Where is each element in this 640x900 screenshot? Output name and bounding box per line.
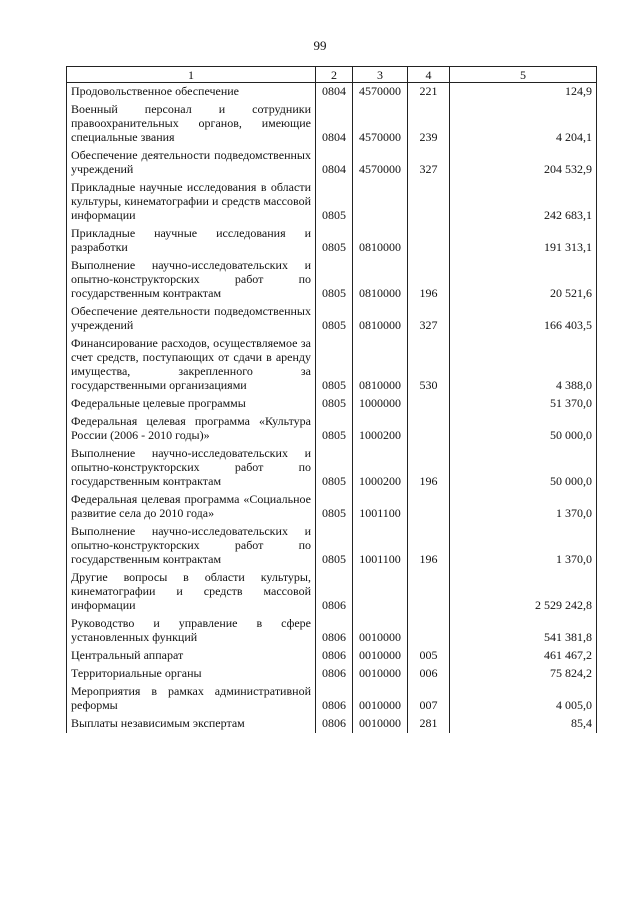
article-code: 1001100 <box>353 491 408 523</box>
amount-value: 242 683,1 <box>450 179 597 225</box>
table-row <box>67 225 597 257</box>
section-code: 0804 <box>316 83 353 102</box>
section-code: 0805 <box>316 257 353 303</box>
expense-kind-code <box>408 491 450 523</box>
section-code: 0804 <box>316 101 353 147</box>
article-code: 0810000 <box>353 225 408 257</box>
article-code: 1001100 <box>353 523 408 569</box>
article-code: 1000000 <box>353 395 408 413</box>
amount-value: 1 370,0 <box>450 491 597 523</box>
expense-kind-code <box>408 395 450 413</box>
table-row <box>67 569 597 615</box>
row-name: Выплаты независимым экспертам <box>67 715 316 733</box>
table-body <box>67 83 597 734</box>
table-row <box>67 647 597 665</box>
row-name: Федеральная целевая программа «Культура России (2006 - 2010 годы)» <box>67 413 316 445</box>
table-row <box>67 445 597 491</box>
amount-value: 124,9 <box>450 83 597 102</box>
budget-table <box>66 66 597 733</box>
amount-value: 50 000,0 <box>450 445 597 491</box>
header-row <box>67 67 597 83</box>
section-code: 0806 <box>316 615 353 647</box>
section-code: 0805 <box>316 179 353 225</box>
header-col-4: 4 <box>408 67 450 83</box>
expense-kind-code: 530 <box>408 335 450 395</box>
header-col-3: 3 <box>353 67 408 83</box>
header-col-2: 2 <box>316 67 353 83</box>
section-code: 0806 <box>316 683 353 715</box>
section-code: 0806 <box>316 569 353 615</box>
header-col-1: 1 <box>67 67 316 83</box>
section-code: 0806 <box>316 715 353 733</box>
amount-value: 51 370,0 <box>450 395 597 413</box>
section-code: 0805 <box>316 445 353 491</box>
amount-value: 2 529 242,8 <box>450 569 597 615</box>
amount-value: 541 381,8 <box>450 615 597 647</box>
row-name: Обеспечение деятельности подведомственных учреждений <box>67 147 316 179</box>
table-row <box>67 523 597 569</box>
article-code: 0010000 <box>353 683 408 715</box>
table-row <box>67 101 597 147</box>
table-row <box>67 147 597 179</box>
article-code: 1000200 <box>353 445 408 491</box>
row-name: Продовольственное обеспечение <box>67 83 316 102</box>
table-row <box>67 683 597 715</box>
amount-value: 191 313,1 <box>450 225 597 257</box>
expense-kind-code <box>408 569 450 615</box>
amount-value: 461 467,2 <box>450 647 597 665</box>
expense-kind-code: 196 <box>408 445 450 491</box>
table-row <box>67 335 597 395</box>
table-row <box>67 179 597 225</box>
row-name: Выполнение научно-исследовательских и опытно-конструкторских работ по государственным контрактам <box>67 523 316 569</box>
table-row <box>67 83 597 102</box>
article-code: 0810000 <box>353 303 408 335</box>
row-name: Руководство и управление в сфере установленных функций <box>67 615 316 647</box>
table-row <box>67 413 597 445</box>
row-name: Выполнение научно-исследовательских и опытно-конструкторских работ по государственным контрактам <box>67 445 316 491</box>
table-row <box>67 491 597 523</box>
expense-kind-code <box>408 179 450 225</box>
table-row <box>67 303 597 335</box>
expense-kind-code: 196 <box>408 523 450 569</box>
section-code: 0805 <box>316 225 353 257</box>
amount-value: 85,4 <box>450 715 597 733</box>
row-name: Обеспечение деятельности подведомственных учреждений <box>67 303 316 335</box>
article-code: 0010000 <box>353 615 408 647</box>
article-code <box>353 569 408 615</box>
expense-kind-code: 196 <box>408 257 450 303</box>
article-code <box>353 179 408 225</box>
article-code: 4570000 <box>353 147 408 179</box>
section-code: 0805 <box>316 395 353 413</box>
article-code: 0810000 <box>353 257 408 303</box>
amount-value: 204 532,9 <box>450 147 597 179</box>
section-code: 0805 <box>316 491 353 523</box>
article-code: 4570000 <box>353 101 408 147</box>
row-name: Выполнение научно-исследовательских и опытно-конструкторских работ по государственным контрактам <box>67 257 316 303</box>
expense-kind-code: 327 <box>408 303 450 335</box>
article-code: 1000200 <box>353 413 408 445</box>
amount-value: 50 000,0 <box>450 413 597 445</box>
row-name: Другие вопросы в области культуры, кинематографии и средств массовой информации <box>67 569 316 615</box>
amount-value: 4 005,0 <box>450 683 597 715</box>
section-code: 0806 <box>316 665 353 683</box>
expense-kind-code: 327 <box>408 147 450 179</box>
row-name: Прикладные научные исследования и разработки <box>67 225 316 257</box>
table-row <box>67 665 597 683</box>
row-name: Центральный аппарат <box>67 647 316 665</box>
table-row <box>67 257 597 303</box>
expense-kind-code <box>408 225 450 257</box>
expense-kind-code <box>408 413 450 445</box>
amount-value: 75 824,2 <box>450 665 597 683</box>
section-code: 0805 <box>316 413 353 445</box>
row-name: Мероприятия в рамках административной реформы <box>67 683 316 715</box>
article-code: 0010000 <box>353 647 408 665</box>
section-code: 0805 <box>316 303 353 335</box>
section-code: 0804 <box>316 147 353 179</box>
table-row <box>67 395 597 413</box>
article-code: 0810000 <box>353 335 408 395</box>
expense-kind-code: 281 <box>408 715 450 733</box>
row-name: Территориальные органы <box>67 665 316 683</box>
table-row <box>67 615 597 647</box>
expense-kind-code: 221 <box>408 83 450 102</box>
article-code: 0010000 <box>353 665 408 683</box>
expense-kind-code: 006 <box>408 665 450 683</box>
row-name: Финансирование расходов, осуществляемое за счет средств, поступающих от сдачи в аренду имущества, закрепленного за государственными организациями <box>67 335 316 395</box>
expense-kind-code <box>408 615 450 647</box>
row-name: Федеральная целевая программа «Социальное развитие села до 2010 года» <box>67 491 316 523</box>
amount-value: 4 388,0 <box>450 335 597 395</box>
article-code: 0010000 <box>353 715 408 733</box>
page-number: 99 <box>313 38 327 53</box>
header-col-5: 5 <box>450 67 597 83</box>
expense-kind-code: 239 <box>408 101 450 147</box>
expense-kind-code: 007 <box>408 683 450 715</box>
article-code: 4570000 <box>353 83 408 102</box>
row-name: Федеральные целевые программы <box>67 395 316 413</box>
section-code: 0805 <box>316 335 353 395</box>
section-code: 0805 <box>316 523 353 569</box>
table-row <box>67 715 597 733</box>
amount-value: 166 403,5 <box>450 303 597 335</box>
row-name: Военный персонал и сотрудники правоохранительных органов, имеющие специальные звания <box>67 101 316 147</box>
amount-value: 1 370,0 <box>450 523 597 569</box>
section-code: 0806 <box>316 647 353 665</box>
expense-kind-code: 005 <box>408 647 450 665</box>
amount-value: 20 521,6 <box>450 257 597 303</box>
row-name: Прикладные научные исследования в области культуры, кинематографии и средств массовой информации <box>67 179 316 225</box>
amount-value: 4 204,1 <box>450 101 597 147</box>
